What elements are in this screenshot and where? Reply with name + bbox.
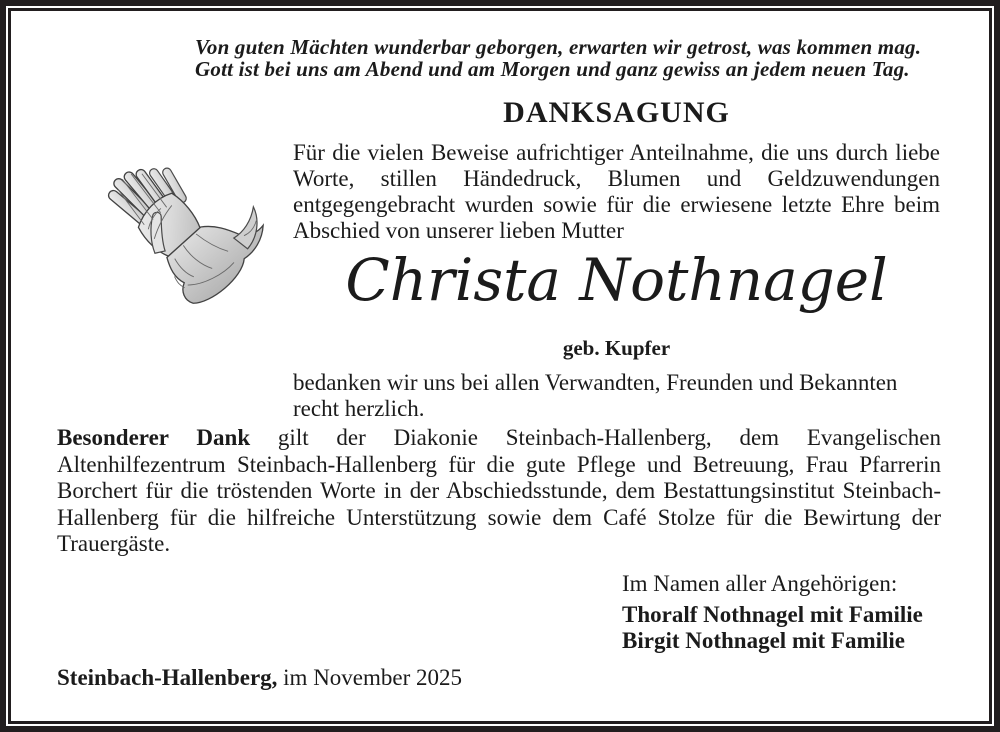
thanks-paragraph: bedanken wir uns bei allen Verwandten, Freunden und Bekannten recht herzlich. bbox=[293, 370, 898, 421]
epigraph-verse bbox=[195, 36, 955, 80]
danksagung-heading: DANKSAGUNG bbox=[503, 96, 730, 129]
praying-hands-icon bbox=[78, 118, 306, 376]
special-thanks-lead: Besonderer Dank bbox=[57, 425, 251, 450]
mourner-1: Thoralf Nothnagel mit Familie bbox=[622, 602, 923, 627]
mourner-2: Birgit Nothnagel mit Familie bbox=[622, 628, 905, 653]
mourners-list bbox=[622, 602, 923, 654]
date-text: im November 2025 bbox=[277, 665, 463, 690]
place-name: Steinbach-Hallenberg, bbox=[57, 665, 278, 690]
epigraph-line-2: Gott ist bei uns am Abend und am Morgen und ganz gewiss an jedem neuen Tag. bbox=[195, 57, 910, 81]
deceased-name: Christa Nothnagel bbox=[345, 246, 888, 314]
special-thanks-paragraph bbox=[57, 425, 941, 558]
place-date-line bbox=[57, 665, 462, 691]
epigraph-line-1: Von guten Mächten wunderbar geborgen, erwarten wir getrost, was kommen mag. bbox=[195, 35, 922, 59]
maiden-name: geb. Kupfer bbox=[562, 336, 671, 360]
intro-paragraph: Für die vielen Beweise aufrichtiger Anteilnahme, die uns durch liebe Worte, stillen Händedruck, Blumen und Geldzuwendungen entgegengebracht wurden sowie für die erwiesene letzte Ehre beim Abschied von unserer lieben Mutter bbox=[293, 140, 940, 243]
in-name-of-line: Im Namen aller Angehörigen: bbox=[622, 571, 898, 596]
special-thanks-rest: gilt der Diakonie Steinbach-Hallenberg, dem Evangelischen Altenhilfezentrum Steinbach-Hallenberg für die gute Pflege und Betreuung, Frau Pfarrerin Borchert für die tröstenden Worte in der Abschiedsstunde, dem Bestattungsinstitut Steinbach-Hallenberg für die hilfreiche Unterstützung sowie dem Café Stolze für die Bewirtung der Trauergäste. bbox=[57, 425, 941, 556]
